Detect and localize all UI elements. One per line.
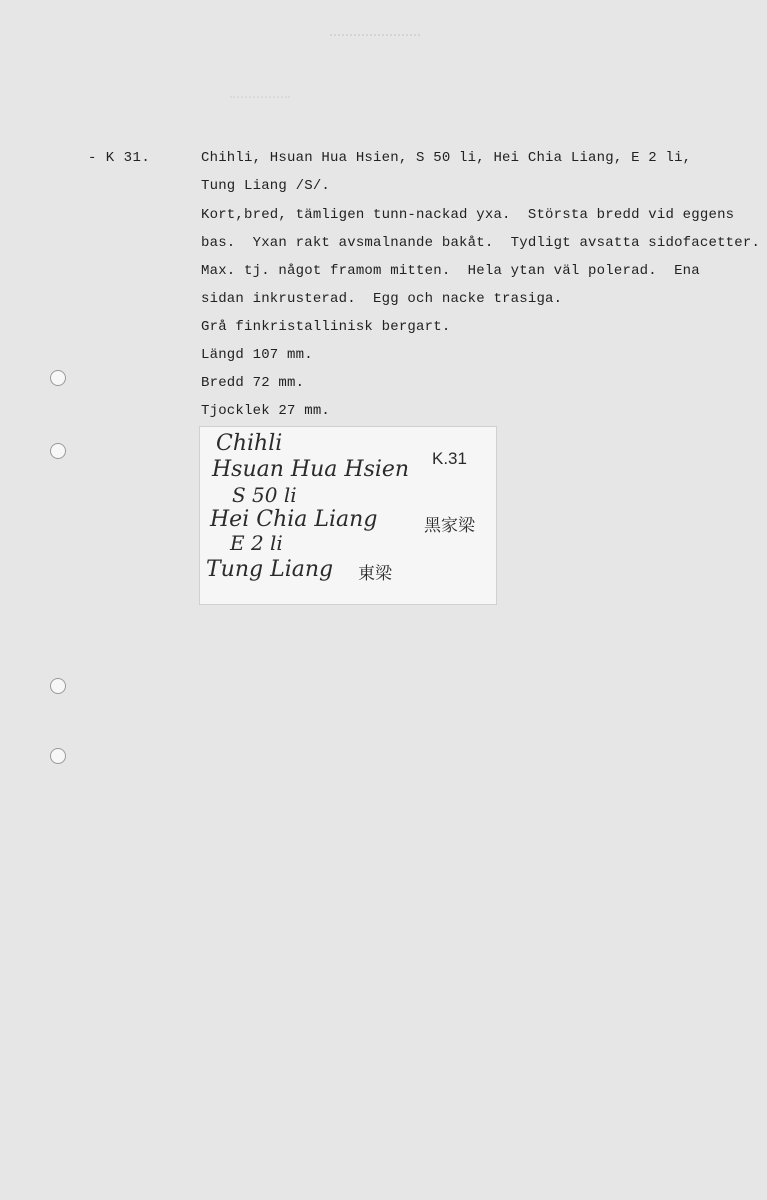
entry-line-material: Grå finkristallinisk bergart.: [201, 319, 451, 335]
entry-line-description: Max. tj. något framom mitten. Hela ytan väl polerad. Ena: [201, 263, 700, 279]
label-line-distance: S 50 li: [232, 483, 297, 507]
catalog-number: - K 31.: [88, 150, 151, 166]
punch-hole: [50, 748, 66, 764]
punch-hole: [50, 443, 66, 459]
label-line-village: Hei Chia Liang: [210, 507, 378, 532]
entry-line-description: Kort,bred, tämligen tunn-nackad yxa. Största bredd vid eggens: [201, 207, 735, 223]
entry-line-width: Bredd 72 mm.: [201, 375, 305, 391]
label-line-distance-2: E 2 li: [230, 531, 283, 555]
entry-line-length: Längd 107 mm.: [201, 347, 313, 363]
punch-hole: [50, 370, 66, 386]
handwritten-label-card: [200, 427, 496, 604]
entry-line-thickness: Tjocklek 27 mm.: [201, 403, 331, 419]
faint-header-mark: [330, 34, 420, 42]
label-catalog-number: K.31: [432, 449, 467, 468]
faint-header-mark-2: [230, 96, 290, 104]
label-line-county: Hsuan Hua Hsien: [212, 457, 410, 482]
entry-line-locality-2: Tung Liang /S/.: [201, 178, 331, 194]
entry-line-description: bas. Yxan rakt avsmalnande bakåt. Tydligt avsatta sidofacetter.: [201, 235, 761, 251]
label-line-subsite: Tung Liang: [206, 557, 334, 582]
label-chinese-village: 黑家梁: [424, 516, 475, 535]
label-chinese-subsite: 東梁: [358, 564, 392, 583]
entry-line-description: sidan inkrusterad. Egg och nacke trasiga.: [201, 291, 563, 307]
entry-line-locality: Chihli, Hsuan Hua Hsien, S 50 li, Hei Chia Liang, E 2 li,: [201, 150, 692, 166]
label-line-province: Chihli: [216, 431, 283, 456]
punch-hole: [50, 678, 66, 694]
